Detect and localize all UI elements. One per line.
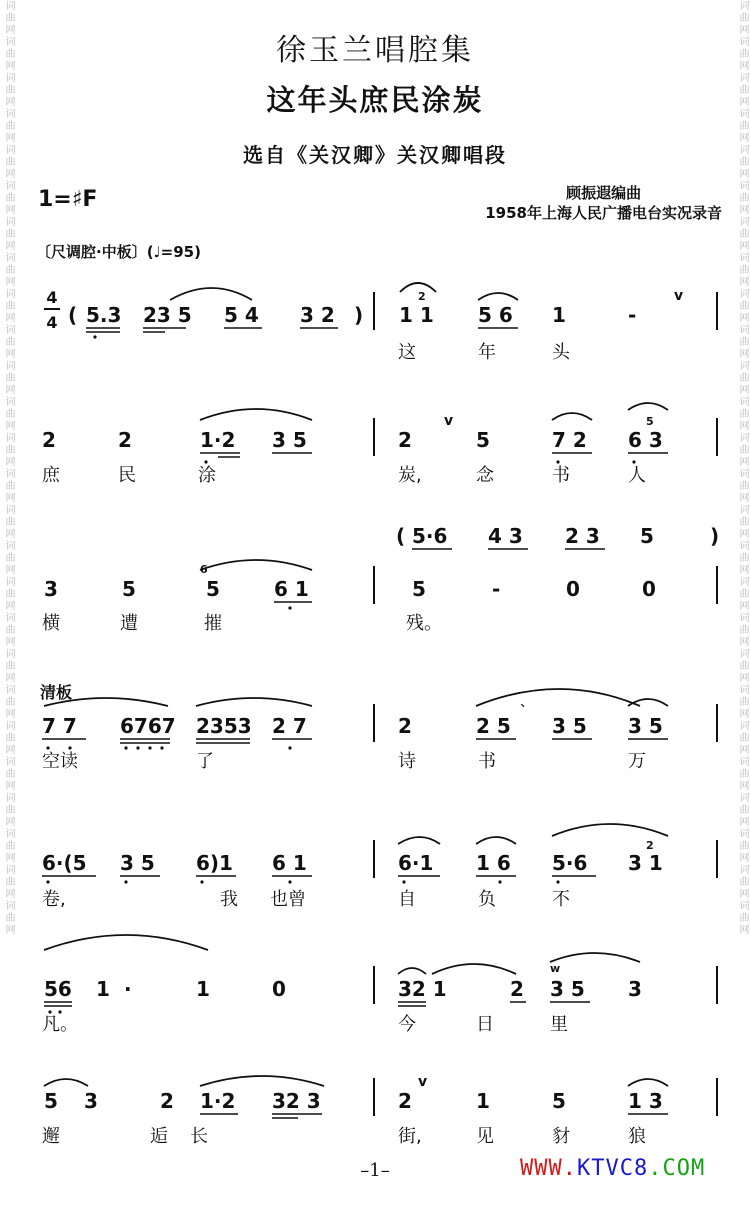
note: 6·(5 <box>42 851 87 875</box>
site-logo-name: KTVC8 <box>576 1156 649 1181</box>
lyric: 人 <box>628 465 646 486</box>
lyric: 邂 <box>42 1126 60 1147</box>
note: 56 <box>44 977 72 1001</box>
side-watermark-left: 词曲网词曲网词曲网词曲网词曲网词曲网词曲网词曲网词曲网词曲网词曲网词曲网词曲网词曲网词曲网词曲网词曲网词曲网词曲网词曲网词曲网词曲网词曲网词曲网词曲网词曲网 <box>3 0 14 936</box>
note: 3 5 <box>120 851 155 875</box>
key-signature: 1=♯F <box>38 187 98 212</box>
lyric: 庶 <box>42 465 60 486</box>
note: 3 <box>628 977 642 1001</box>
breath-mark: ˋ <box>520 704 527 720</box>
lyric: 自 <box>398 889 416 910</box>
tempo-marking: 〔尺调腔·中板〕(♩=95) <box>36 243 201 261</box>
note: 2 7 <box>272 714 307 738</box>
page-number: –1– <box>360 1160 390 1181</box>
note: 5 <box>412 577 426 601</box>
note: 2 <box>118 428 132 452</box>
note: 3 <box>84 1089 98 1113</box>
note: 2 <box>160 1089 174 1113</box>
lyric: 这 <box>398 342 416 363</box>
arranger-credit: 顾振遐编曲 <box>566 184 642 202</box>
instrumental-note: ( <box>396 524 406 548</box>
note: 5.3 <box>86 303 122 327</box>
note: 3 5 <box>272 428 307 452</box>
lyric: 书 <box>552 465 570 486</box>
note: 3 <box>44 577 58 601</box>
lyric: 诗 <box>398 751 416 772</box>
collection-title: 徐玉兰唱腔集 <box>276 33 474 68</box>
slurs <box>44 283 668 1086</box>
site-logo[interactable] <box>520 1156 705 1181</box>
instrumental-note: ) <box>710 524 720 548</box>
instrumental-note: 5 <box>640 524 654 548</box>
note: 2 <box>510 977 524 1001</box>
grace-note: 5 <box>646 415 654 428</box>
grace-note: 6 <box>200 563 208 576</box>
lyric: 狼 <box>628 1126 646 1147</box>
source-subtitle: 选自《关汉卿》关汉卿唱段 <box>243 143 507 167</box>
lyric: 横 <box>42 613 60 634</box>
section-label: 清板 <box>40 683 73 702</box>
note: 5 <box>44 1089 58 1113</box>
lyric: 民 <box>118 465 136 486</box>
lyric: 了 <box>196 751 214 772</box>
note: 1 <box>476 1089 490 1113</box>
note: 7 7 <box>42 714 77 738</box>
note: 2 <box>42 428 56 452</box>
song-title: 这年头庶民涂炭 <box>266 83 484 117</box>
system-3 <box>42 524 719 634</box>
lyric: 街, <box>398 1126 422 1147</box>
lyric: 卷, <box>42 889 66 910</box>
note: 2 5 <box>476 714 511 738</box>
note: 7 2 <box>552 428 587 452</box>
note: 5 6 <box>478 303 513 327</box>
lyric: 我 <box>220 889 238 910</box>
time-signature-top: 4 <box>46 288 58 307</box>
lyric: 逅 <box>150 1126 168 1147</box>
side-watermark-right: 词曲网词曲网词曲网词曲网词曲网词曲网词曲网词曲网词曲网词曲网词曲网词曲网词曲网词曲网词曲网词曲网词曲网词曲网词曲网词曲网词曲网词曲网词曲网词曲网词曲网词曲网 <box>737 0 748 936</box>
note: 32 1 <box>398 977 447 1001</box>
lyric: 长 <box>190 1126 208 1147</box>
instrumental-note: 2 3 <box>565 524 600 548</box>
lyric: 不 <box>552 889 570 910</box>
site-logo-www: WWW. <box>520 1156 577 1181</box>
breath-mark: v <box>674 288 684 304</box>
lyric: 负 <box>478 889 496 910</box>
lyric: 头 <box>552 342 570 363</box>
note: ( <box>68 303 78 327</box>
note: 3 5 <box>628 714 663 738</box>
system-6 <box>42 962 642 1035</box>
note: 1 3 <box>628 1089 663 1113</box>
note: 1 1 <box>399 303 434 327</box>
lyric: 见 <box>476 1126 494 1147</box>
system-4 <box>42 704 663 772</box>
note: 3 1 <box>628 851 663 875</box>
note: 5·6 <box>552 851 588 875</box>
lyric: 里 <box>550 1014 568 1035</box>
lyric: 凡。 <box>42 1014 78 1035</box>
lyric: 今 <box>398 1014 416 1035</box>
instrumental-note: 5·6 <box>412 524 448 548</box>
note: 1 <box>96 977 110 1001</box>
note: 1 <box>552 303 566 327</box>
note: 6 1 <box>272 851 307 875</box>
site-logo-tld: .COM <box>648 1156 706 1181</box>
note: 32 3 <box>272 1089 321 1113</box>
lyric: 日 <box>476 1014 494 1035</box>
note: 6767 <box>120 714 176 738</box>
grace-note: 2 <box>418 290 426 303</box>
note: 6 3 <box>628 428 663 452</box>
note: 1·2 <box>200 428 236 452</box>
note: - <box>628 303 637 327</box>
note: 1 6 <box>476 851 511 875</box>
lyric: 万 <box>628 751 646 772</box>
note: 2 <box>398 1089 412 1113</box>
note: 3 5 <box>550 977 585 1001</box>
recording-credit: 1958年上海人民广播电台实况录音 <box>485 204 722 222</box>
note: 1·2 <box>200 1089 236 1113</box>
instrumental-note: 4 3 <box>488 524 523 548</box>
lyric: 炭, <box>398 465 422 486</box>
octave-dots <box>46 335 635 1013</box>
grace-note: 2 <box>646 839 654 852</box>
note: ) <box>354 303 364 327</box>
note: 6·1 <box>398 851 434 875</box>
breath-mark: v <box>444 413 454 429</box>
ornament-mark: w <box>550 962 561 975</box>
note: 6 1 <box>274 577 309 601</box>
lyric: 残。 <box>406 613 442 634</box>
note: 0 <box>272 977 286 1001</box>
note: 5 <box>122 577 136 601</box>
lyric: 涂 <box>198 465 216 486</box>
note: - <box>492 577 501 601</box>
note: 3 2 <box>300 303 335 327</box>
breath-mark: v <box>418 1074 428 1090</box>
note: 5 <box>552 1089 566 1113</box>
note: 3 5 <box>552 714 587 738</box>
system-5 <box>42 839 663 910</box>
lyric: 豺 <box>552 1126 570 1147</box>
note: 0 <box>566 577 580 601</box>
lyric: 遭 <box>120 613 138 634</box>
system-7 <box>42 1074 663 1147</box>
lyric: 也曾 <box>270 889 306 910</box>
note: 2353 <box>196 714 252 738</box>
lyric: 年 <box>478 342 496 363</box>
note: 5 <box>206 577 220 601</box>
note: 5 4 <box>224 303 259 327</box>
note: 1 <box>196 977 210 1001</box>
note: 5 <box>476 428 490 452</box>
system-2 <box>42 413 663 486</box>
lyric: 空读 <box>42 751 78 772</box>
note: 0 <box>642 577 656 601</box>
note: 6)1 <box>196 851 233 875</box>
lyric: 书 <box>478 751 496 772</box>
note: 23 5 <box>143 303 192 327</box>
note: 2 <box>398 714 412 738</box>
lyric: 念 <box>476 465 494 486</box>
note: 2 <box>398 428 412 452</box>
time-signature-bottom: 4 <box>46 313 58 332</box>
system-1 <box>68 288 683 363</box>
note: · <box>124 977 132 1001</box>
lyric: 摧 <box>204 613 222 634</box>
